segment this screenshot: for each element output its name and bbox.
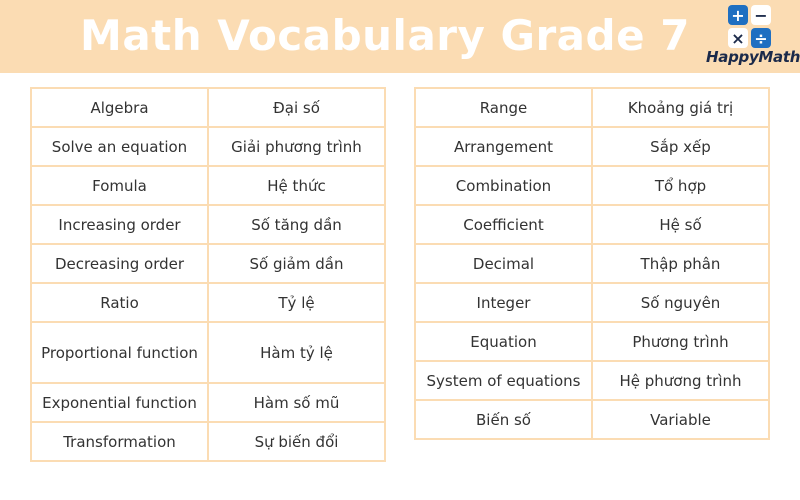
vietnamese-term: Đại số: [208, 88, 385, 127]
table-row: [415, 88, 769, 127]
table-row: [31, 127, 385, 166]
english-term: System of equations: [415, 361, 592, 400]
minus-icon: −: [751, 5, 771, 25]
vietnamese-term: Giải phương trình: [208, 127, 385, 166]
table-row: [31, 88, 385, 127]
english-term: Transformation: [31, 422, 208, 461]
english-term: Proportional function: [31, 322, 208, 383]
vietnamese-term: Variable: [592, 400, 769, 439]
table-row: [31, 244, 385, 283]
english-term: Decimal: [415, 244, 592, 283]
table-row: [31, 166, 385, 205]
english-term: Combination: [415, 166, 592, 205]
english-term: Exponential function: [31, 383, 208, 422]
table-row: [31, 205, 385, 244]
vietnamese-term: Số nguyên: [592, 283, 769, 322]
table-row: [31, 283, 385, 322]
english-term: Range: [415, 88, 592, 127]
plus-icon: +: [728, 5, 748, 25]
vietnamese-term: Số giảm dần: [208, 244, 385, 283]
table-row: [31, 383, 385, 422]
english-term: Algebra: [31, 88, 208, 127]
table-row: [415, 400, 769, 439]
vietnamese-term: Hàm số mũ: [208, 383, 385, 422]
english-term: Ratio: [31, 283, 208, 322]
vietnamese-term: Khoảng giá trị: [592, 88, 769, 127]
english-term: Integer: [415, 283, 592, 322]
vietnamese-term: Hệ phương trình: [592, 361, 769, 400]
table-row: [415, 322, 769, 361]
header-banner: [0, 0, 800, 73]
english-term: Increasing order: [31, 205, 208, 244]
vietnamese-term: Tổ hợp: [592, 166, 769, 205]
table-row: [415, 205, 769, 244]
table-row: [31, 422, 385, 461]
vietnamese-term: Sắp xếp: [592, 127, 769, 166]
english-term: Arrangement: [415, 127, 592, 166]
table-row: [415, 166, 769, 205]
table-row: [415, 244, 769, 283]
table-row: [415, 127, 769, 166]
vocab-table-right: [414, 87, 770, 440]
english-term: Biến số: [415, 400, 592, 439]
vocab-table-left: [30, 87, 386, 462]
happymath-logo: [702, 0, 800, 73]
vietnamese-term: Hàm tỷ lệ: [208, 322, 385, 383]
vietnamese-term: Hệ thức: [208, 166, 385, 205]
page-title: Math Vocabulary Grade 7: [80, 11, 690, 60]
table-row: [415, 361, 769, 400]
vietnamese-term: Sự biến đổi: [208, 422, 385, 461]
english-term: Decreasing order: [31, 244, 208, 283]
english-term: Solve an equation: [31, 127, 208, 166]
english-term: Equation: [415, 322, 592, 361]
table-row: [415, 283, 769, 322]
calculator-icon: [728, 5, 772, 49]
vietnamese-term: Phương trình: [592, 322, 769, 361]
vietnamese-term: Hệ số: [592, 205, 769, 244]
vietnamese-term: Thập phân: [592, 244, 769, 283]
divide-icon: ÷: [751, 28, 771, 48]
vietnamese-term: Số tăng dần: [208, 205, 385, 244]
english-term: Coefficient: [415, 205, 592, 244]
logo-text: HappyMath: [706, 48, 800, 66]
multiply-icon: ×: [728, 28, 748, 48]
english-term: Fomula: [31, 166, 208, 205]
vietnamese-term: Tỷ lệ: [208, 283, 385, 322]
table-row: [31, 322, 385, 383]
